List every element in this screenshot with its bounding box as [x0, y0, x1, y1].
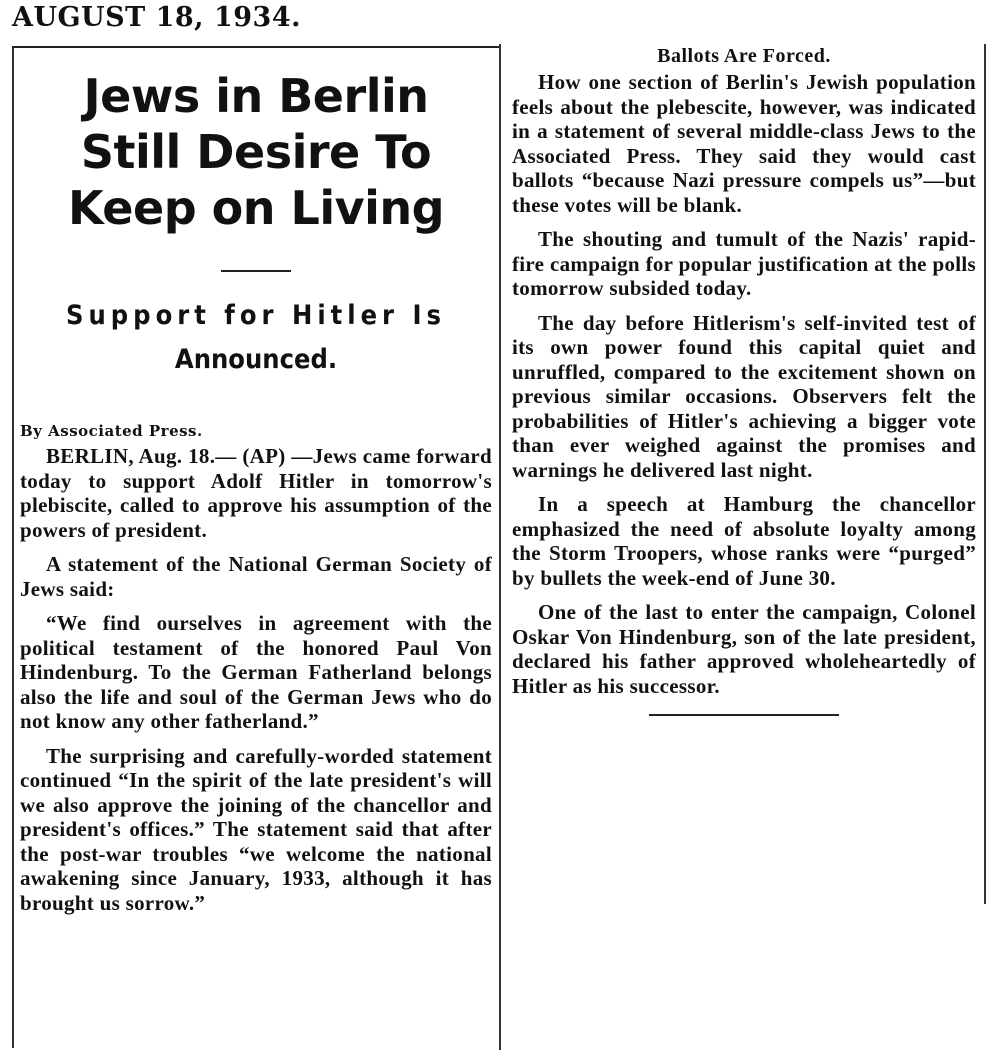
- byline: By Associated Press.: [20, 422, 203, 440]
- end-rule: [649, 714, 839, 716]
- column-divider: [499, 44, 501, 1050]
- article-paragraph: A statement of the National German Society of Jews said:: [20, 552, 492, 601]
- article-paragraph: “We find ourselves in agreement with the political testament of the honored Paul Von Hindenburg. To the German Fatherland belongs also the life and soul of the German Jews who do not know any other fatherland.”: [20, 611, 492, 733]
- left-column: [20, 68, 492, 925]
- article-paragraph: BERLIN, Aug. 18.— (AP) —Jews came forward today to support Adolf Hitler in tomorrow's plebiscite, called to approve his assumption of the powers of president.: [20, 444, 492, 542]
- date-header: AUGUST 18, 1934.: [12, 2, 302, 33]
- article-paragraph: In a speech at Hamburg the chancellor emphasized the need of absolute loyalty among the Storm Troopers, whose ranks were “purged” by bullets the week-end of June 30.: [512, 492, 976, 590]
- headline-rule: [221, 270, 291, 272]
- right-column-border: [984, 44, 986, 904]
- top-rule: [12, 46, 500, 48]
- newspaper-clipping: [12, 44, 990, 1054]
- left-column-border: [12, 48, 14, 1048]
- article-paragraph: The day before Hitlerism's self-invited test of its own power found this capital quiet and unruffled, compared to the excitement shown on previous similar occasions. Observers felt the probabilities of Hitler's achieving a bigger vote than ever weighed against the promises and warnings he delivered last night.: [512, 310, 976, 482]
- headline: [20, 68, 492, 236]
- headline-line: Jews in Berlin: [83, 69, 429, 123]
- article-paragraph: One of the last to enter the campaign, Colonel Oskar Von Hindenburg, son of the late president, declared his father approved wholeheartedly of Hitler as his successor.: [512, 600, 976, 698]
- headline-line: Still Desire To: [80, 125, 432, 179]
- article-paragraph: How one section of Berlin's Jewish population feels about the plebescite, however, was indicated in a statement of several middle-class Jews to the Associated Press. They said they would cast ballots “because Nazi pressure compels us”—but these votes will be blank.: [512, 70, 976, 217]
- section-heading: Ballots Are Forced.: [657, 45, 831, 67]
- subheadline: [20, 294, 492, 382]
- right-column: [512, 44, 976, 716]
- headline-line: Keep on Living: [67, 181, 445, 235]
- article-paragraph: The shouting and tumult of the Nazis' rapid-fire campaign for popular justification at the polls tomorrow subsided today.: [512, 227, 976, 300]
- subheadline-line: Support for Hitler Is: [66, 300, 446, 331]
- article-paragraph: The surprising and carefully-worded statement continued “In the spirit of the late president's will we also approve the joining of the chancellor and president's offices.” The statement said that after the post-war troubles “we welcome the national awakening since January, 1933, although it has brought us sorrow.”: [20, 743, 492, 915]
- subheadline-line: Announced.: [174, 344, 338, 375]
